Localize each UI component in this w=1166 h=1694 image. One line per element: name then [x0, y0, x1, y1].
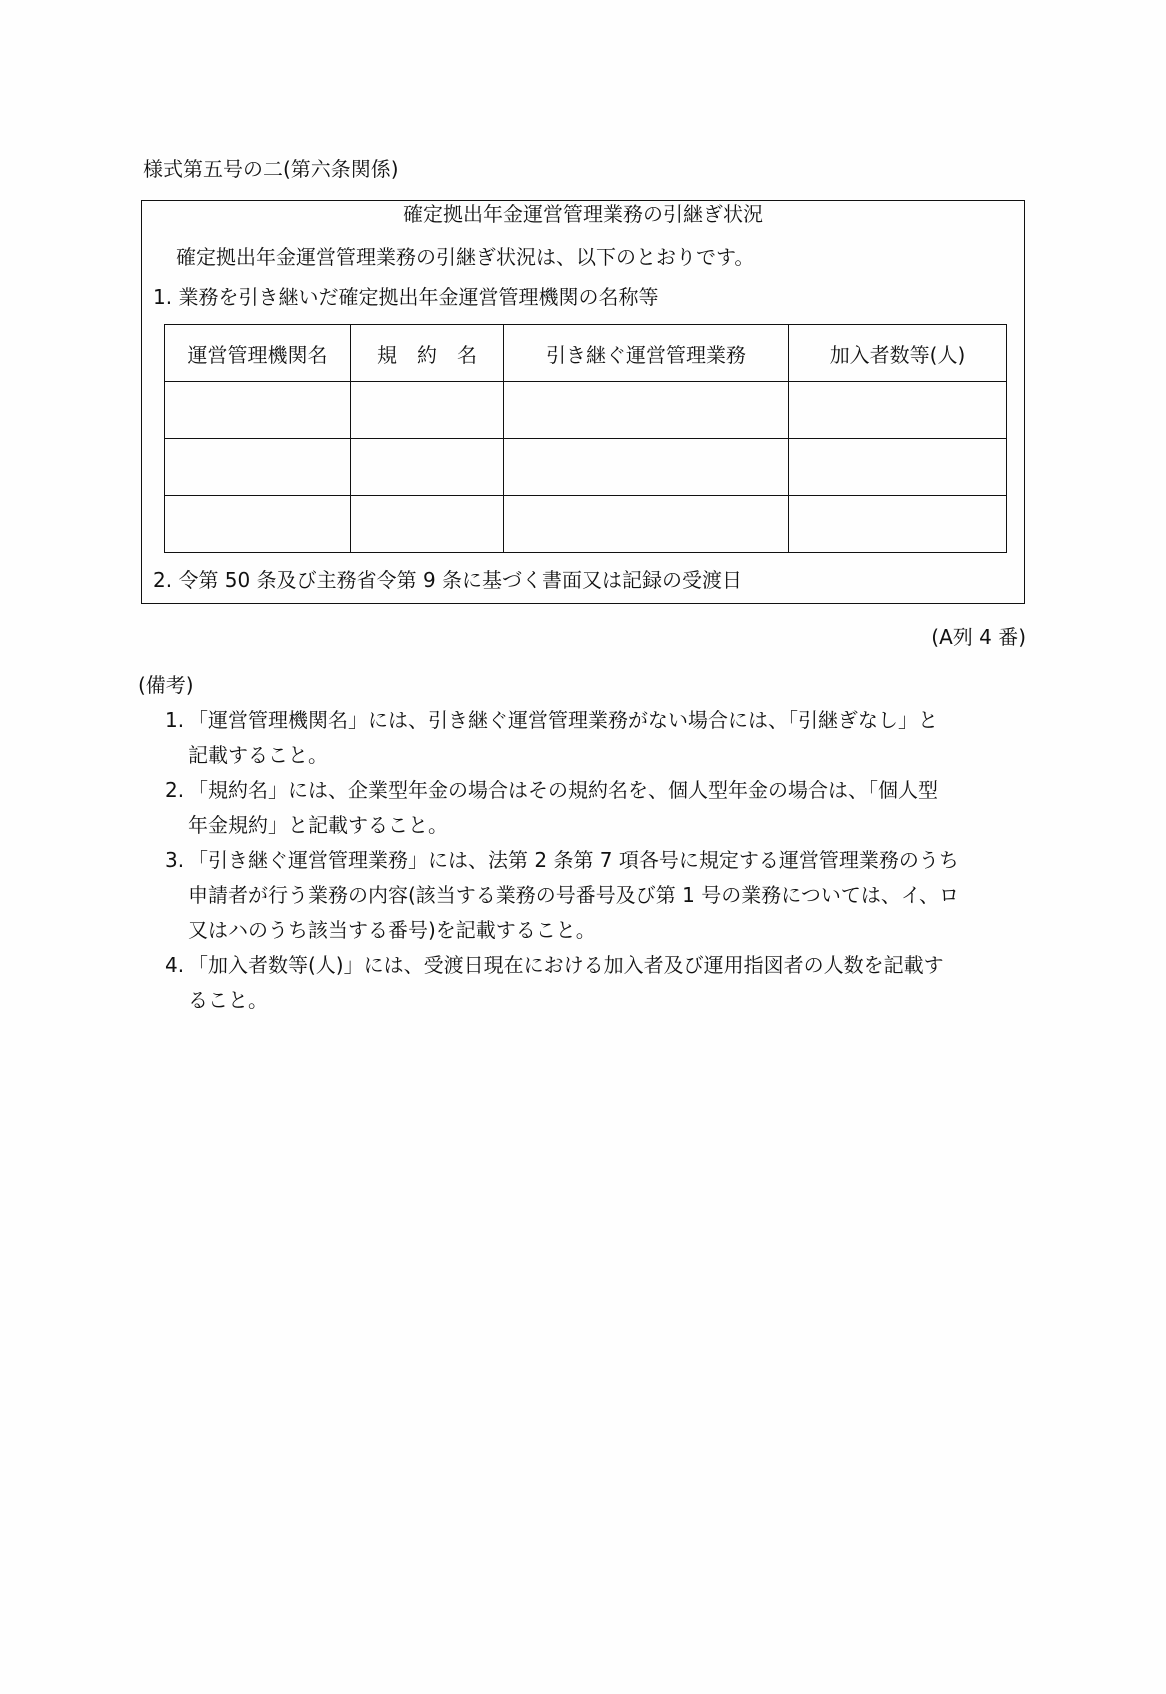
note-4-line-1: 「加入者数等(人)」には、受渡日現在における加入者及び運用指図者の人数を記載す — [188, 953, 944, 977]
cell-transferred-business[interactable] — [504, 439, 789, 496]
note-3-line-3: 又はハのうち該当する番号)を記載すること。 — [188, 918, 596, 942]
table-row — [165, 439, 1007, 496]
document-title: 確定拠出年金運営管理業務の引継ぎ状況 — [403, 202, 763, 226]
table-row — [165, 382, 1007, 439]
note-3-number: 3. — [165, 848, 185, 872]
cell-institution-name[interactable] — [165, 382, 351, 439]
section-1-heading: 1. 業務を引き継いだ確定拠出年金運営管理機関の名称等 — [153, 285, 659, 309]
header-plan-name: 規 約 名 — [351, 325, 504, 382]
intro-text: 確定拠出年金運営管理業務の引継ぎ状況は、以下のとおりです。 — [176, 245, 755, 269]
header-transferred-business: 引き継ぐ運営管理業務 — [504, 325, 789, 382]
note-4-line-2: ること。 — [188, 988, 268, 1012]
note-2-number: 2. — [165, 778, 185, 802]
note-1-line-2: 記載すること。 — [188, 743, 328, 767]
note-4-number: 4. — [165, 953, 185, 977]
remarks-heading: (備考) — [138, 673, 194, 697]
form-label: 様式第五号の二(第六条関係) — [143, 157, 399, 181]
note-3-line-1: 「引き継ぐ運営管理業務」には、法第 2 条第 7 項各号に規定する運営管理業務のうち — [188, 848, 959, 872]
table-header-row — [165, 325, 1007, 382]
handover-table — [164, 324, 1007, 553]
note-2-line-2: 年金規約」と記載すること。 — [188, 813, 448, 837]
table-row — [165, 496, 1007, 553]
paper-size-note: (A列 4 番) — [931, 625, 1026, 649]
header-institution-name: 運営管理機関名 — [165, 325, 351, 382]
cell-plan-name[interactable] — [351, 439, 504, 496]
note-3-line-2: 申請者が行う業務の内容(該当する業務の号番号及び第 1 号の業務については、イ、ロ — [188, 883, 960, 907]
section-2-heading: 2. 令第 50 条及び主務省令第 9 条に基づく書面又は記録の受渡日 — [153, 568, 743, 592]
cell-institution-name[interactable] — [165, 439, 351, 496]
cell-member-count[interactable] — [789, 439, 1007, 496]
cell-member-count[interactable] — [789, 382, 1007, 439]
cell-member-count[interactable] — [789, 496, 1007, 553]
cell-transferred-business[interactable] — [504, 496, 789, 553]
note-2-line-1: 「規約名」には、企業型年金の場合はその規約名を、個人型年金の場合は、「個人型 — [188, 778, 938, 802]
note-1-number: 1. — [165, 708, 185, 732]
cell-transferred-business[interactable] — [504, 382, 789, 439]
cell-plan-name[interactable] — [351, 382, 504, 439]
cell-institution-name[interactable] — [165, 496, 351, 553]
header-member-count: 加入者数等(人) — [789, 325, 1007, 382]
cell-plan-name[interactable] — [351, 496, 504, 553]
note-1-line-1: 「運営管理機関名」には、引き継ぐ運営管理業務がない場合には、「引継ぎなし」と — [188, 708, 938, 732]
